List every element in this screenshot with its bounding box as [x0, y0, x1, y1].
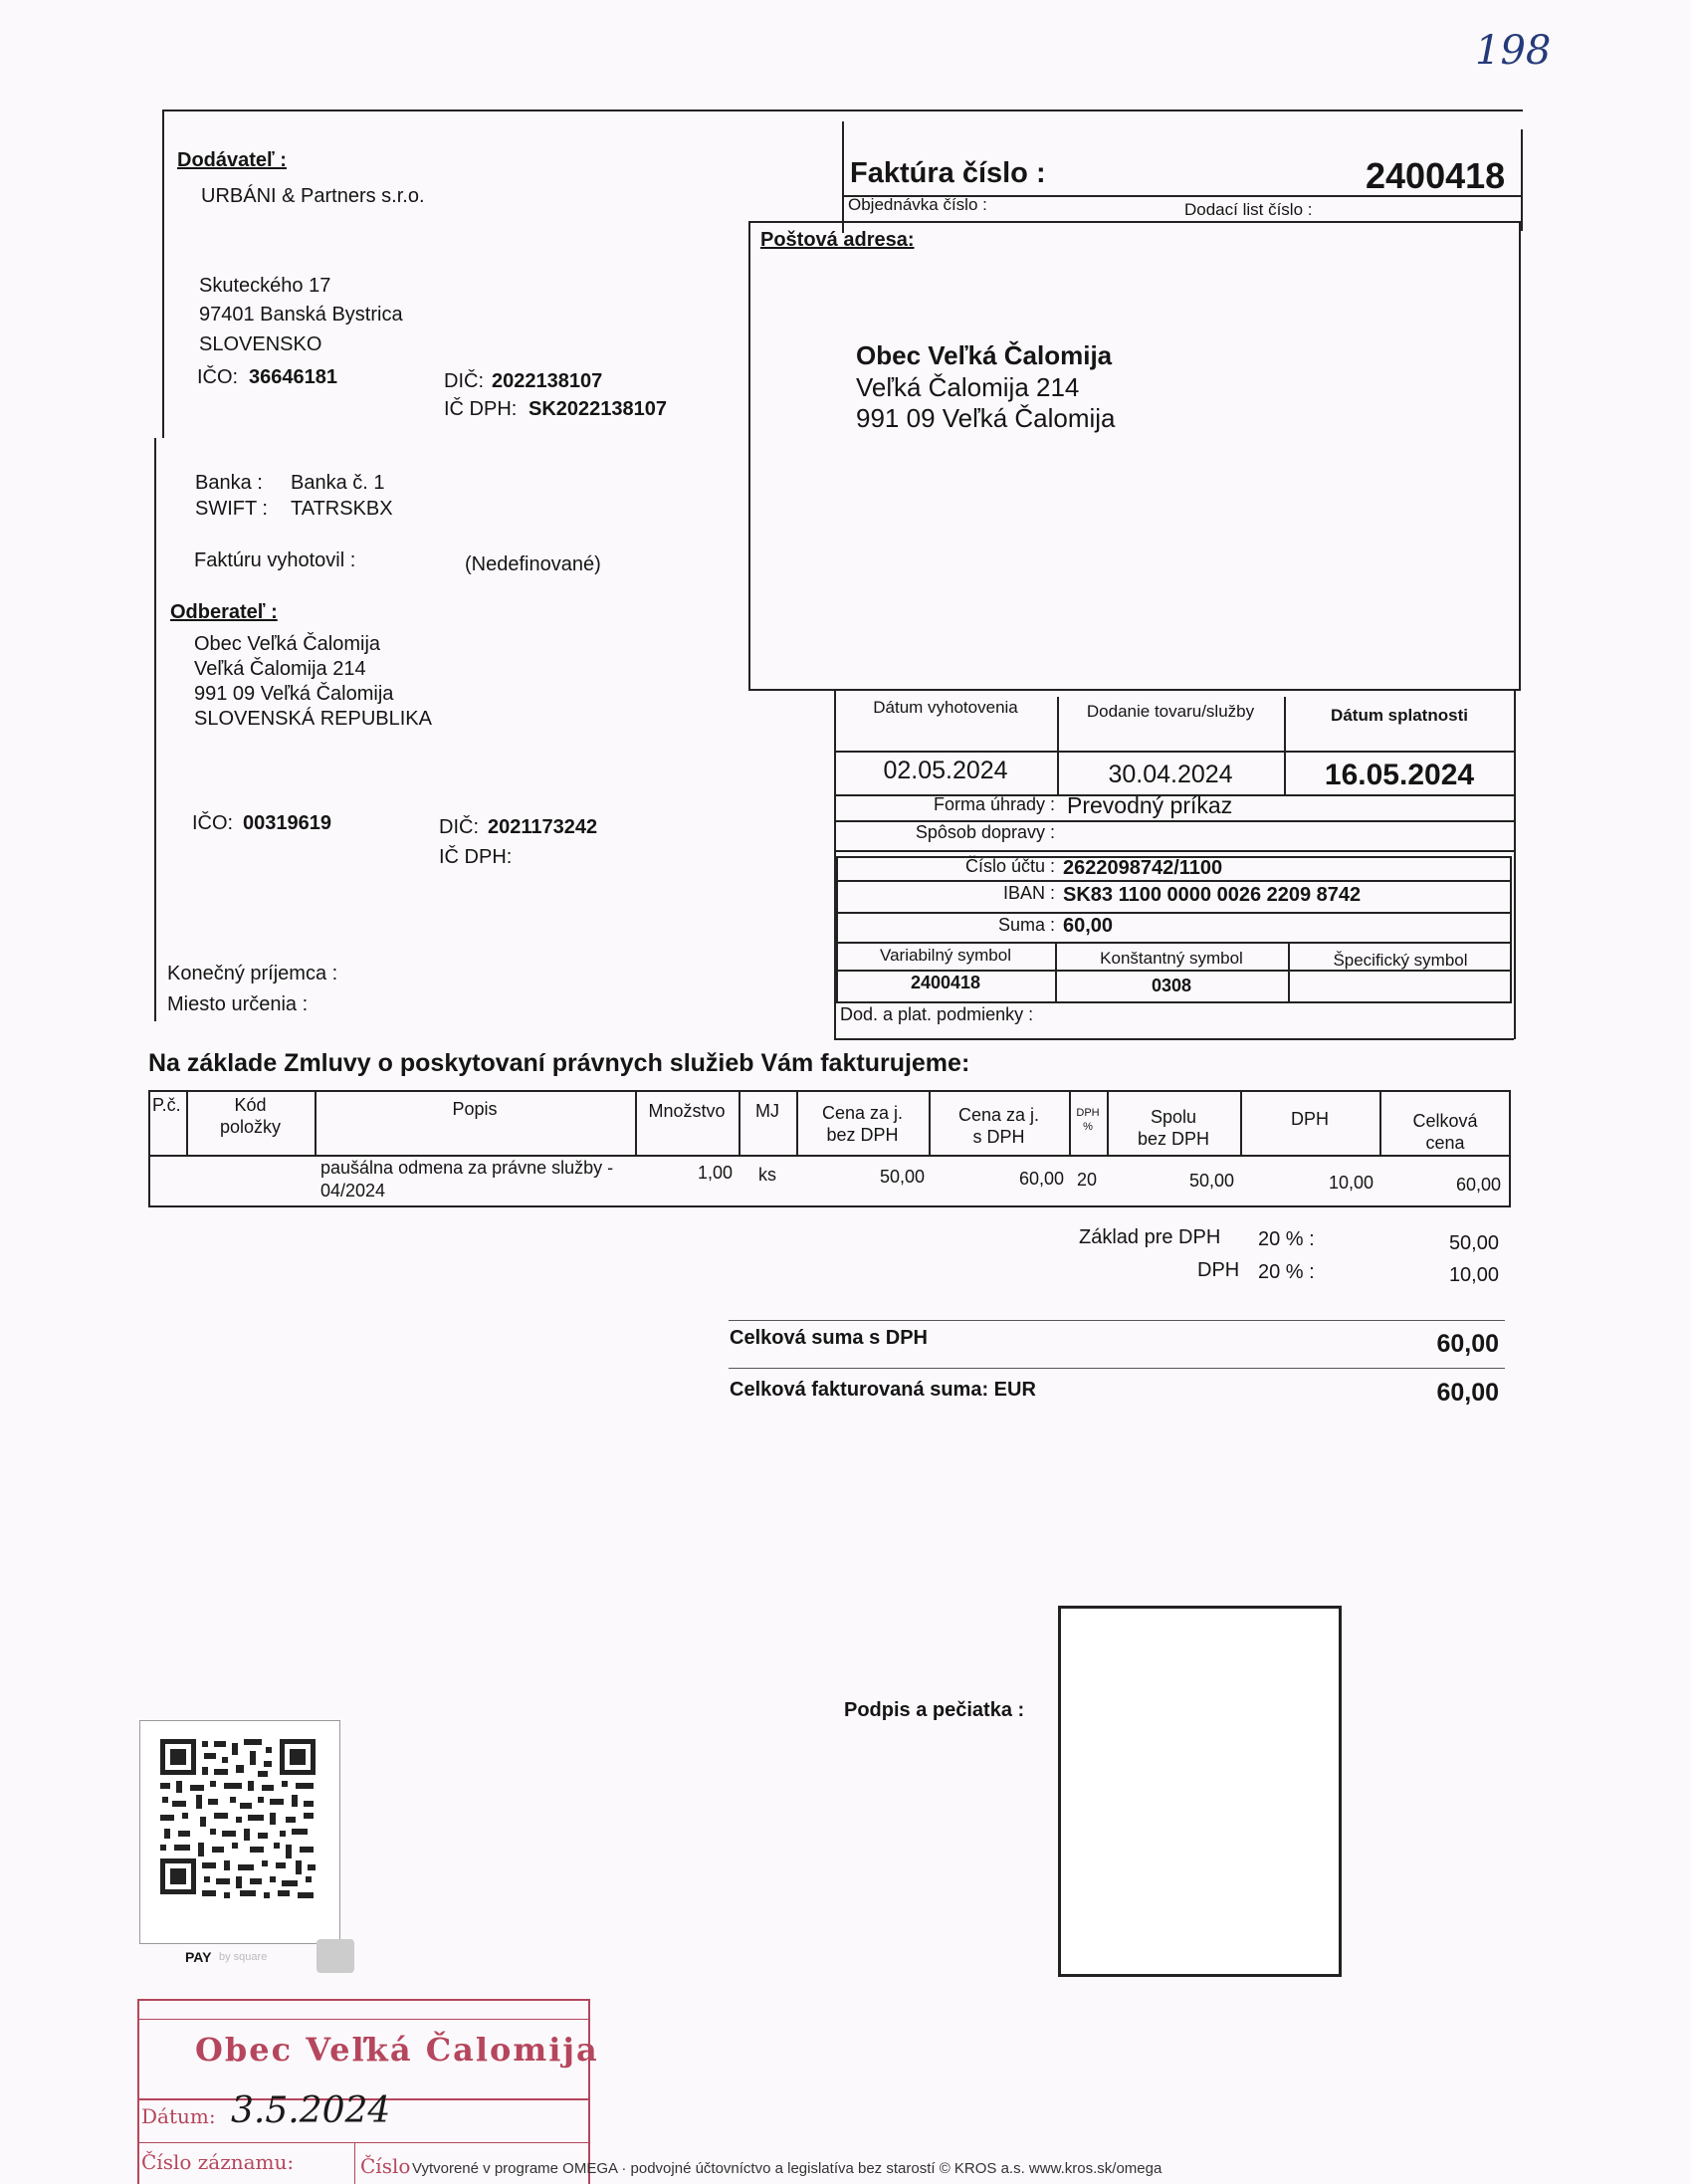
header-code-2: položky — [219, 1117, 282, 1137]
header-qty: Množstvo — [648, 1101, 726, 1121]
bank-name: Banka č. 1 — [291, 472, 385, 494]
order-number-label: Objednávka číslo : — [848, 195, 987, 214]
payment-bottom — [834, 1038, 1514, 1040]
item-rate: 20 — [1077, 1170, 1098, 1190]
payment-form-label: Forma úhrady : — [933, 794, 1055, 814]
iban-label: IBAN : — [1002, 883, 1055, 903]
totals-rule-1 — [729, 1320, 1505, 1321]
header-unit-gross-2: s DPH — [972, 1127, 1025, 1147]
supplier-icdph-label: IČ DPH: — [444, 398, 518, 420]
header-rate-2: % — [1083, 1121, 1093, 1133]
vs-label: Variabilný symbol — [880, 946, 1011, 965]
item-mj: ks — [758, 1165, 776, 1185]
postal-city: 991 09 Veľká Čalomija — [856, 403, 1116, 433]
pay-label: PAY — [185, 1949, 212, 1965]
stamp-date-label: Dátum: — [141, 2104, 216, 2128]
item-vat: 10,00 — [1328, 1173, 1374, 1193]
supplier-country: SLOVENSKO — [199, 333, 322, 355]
qr-code — [140, 1721, 339, 1943]
header-rate-1: DPH — [1076, 1107, 1100, 1119]
item-qty: 1,00 — [697, 1163, 733, 1183]
stamp-line-top — [139, 2019, 588, 2020]
frame-top — [162, 109, 1523, 111]
item-desc-2: 04/2024 — [320, 1181, 386, 1201]
signature-box — [1058, 1606, 1342, 1977]
customer-icdph-label: IČ DPH: — [439, 846, 513, 868]
col-div-3 — [635, 1090, 637, 1155]
customer-ico: 00319619 — [243, 812, 331, 834]
issue-date-label: Dátum vyhotovenia — [873, 698, 1018, 717]
dates-header-line — [834, 751, 1514, 753]
item-unit-net: 50,00 — [879, 1167, 925, 1187]
item-net: 50,00 — [1188, 1171, 1234, 1191]
header-vat: DPH — [1290, 1109, 1329, 1129]
account-number: 2622098742/1100 — [1063, 857, 1223, 879]
stamp-divider — [354, 2142, 355, 2184]
item-total: 60,00 — [1455, 1175, 1501, 1195]
customer-street: Veľká Čalomija 214 — [194, 658, 366, 680]
bank-line-1 — [836, 880, 1512, 882]
issued-by-value: (Nedefinované) — [465, 553, 601, 575]
item-unit-gross: 60,00 — [1018, 1169, 1064, 1189]
customer-name: Obec Veľká Čalomija — [194, 633, 381, 655]
bank-label: Banka : — [195, 472, 263, 494]
frame-right — [1521, 129, 1523, 231]
total-with-vat-label: Celková suma s DPH — [730, 1327, 928, 1349]
payment-form: Prevodný príkaz — [1067, 792, 1233, 818]
header-total-1: Celková — [1412, 1111, 1478, 1131]
payment-block-right — [1514, 691, 1516, 1039]
customer-label: Odberateľ : — [170, 601, 278, 623]
supplier-city: 97401 Banská Bystrica — [199, 304, 403, 326]
vat-base-rate: 20 % : — [1258, 1228, 1315, 1250]
supplier-icdph: SK2022138107 — [528, 398, 668, 420]
header-pc: P.č. — [152, 1095, 181, 1115]
postal-street: Veľká Čalomija 214 — [856, 372, 1080, 402]
ss-label: Špecifický symbol — [1333, 951, 1468, 970]
frame-left-lower — [154, 438, 156, 1021]
supplier-dic-label: DIČ: — [444, 370, 484, 392]
supplier-name: URBÁNI & Partners s.r.o. — [201, 185, 425, 207]
invoice-box-left — [842, 121, 844, 233]
invoiced-total: 60,00 — [1436, 1379, 1499, 1407]
frame-left-upper — [162, 109, 164, 438]
supplier-dic: 2022138107 — [492, 370, 603, 392]
postal-label: Poštová adresa: — [760, 229, 915, 251]
ks-label: Konštantný symbol — [1100, 949, 1243, 968]
bank-line-2 — [836, 912, 1512, 914]
customer-country: SLOVENSKÁ REPUBLIKA — [194, 708, 432, 730]
header-desc: Popis — [452, 1099, 498, 1119]
footer-note: Vytvorené v programe OMEGA · podvojné účtovníctvo a legislatíva bez starostí © KROS a.s. www.kros.sk/omega — [412, 2160, 1163, 2177]
stamp-date-value: 3.5.2024 — [231, 2090, 391, 2131]
customer-dic: 2021173242 — [488, 816, 598, 838]
vat-value: 10,00 — [1448, 1264, 1499, 1286]
vs-value: 2400418 — [910, 973, 981, 992]
swift-label: SWIFT : — [195, 498, 268, 520]
stamp-title: Obec Veľká Čalomija — [195, 2031, 599, 2069]
payment-line-3 — [834, 850, 1514, 852]
header-net-1: Spolu — [1150, 1107, 1197, 1127]
invoice-number: 2400418 — [1366, 155, 1506, 196]
conditions-label: Dod. a plat. podmienky : — [840, 1004, 1034, 1024]
symbols-line — [838, 970, 1512, 972]
destination-label: Miesto určenia : — [167, 993, 309, 1015]
issued-by-label: Faktúru vyhotovil : — [194, 549, 356, 571]
bank-line-3 — [836, 942, 1512, 944]
header-total-2: cena — [1425, 1133, 1465, 1153]
header-unit-net-1: Cena za j. — [821, 1103, 904, 1123]
page-number: 198 — [1475, 28, 1552, 74]
due-date-label: Dátum splatnosti — [1331, 706, 1468, 725]
vat-base-label: Základ pre DPH — [1079, 1226, 1221, 1248]
header-unit-net-2: bez DPH — [826, 1125, 899, 1145]
header-net-2: bez DPH — [1137, 1129, 1210, 1149]
transport-label: Spôsob dopravy : — [915, 822, 1055, 842]
delivery-note-label: Dodací list číslo : — [1184, 200, 1313, 219]
supplier-street: Skuteckého 17 — [199, 275, 331, 297]
vat-base-value: 50,00 — [1448, 1232, 1499, 1254]
customer-dic-label: DIČ: — [439, 816, 479, 838]
final-recipient-label: Konečný príjemca : — [167, 963, 338, 984]
account-label: Číslo účtu : — [964, 856, 1055, 876]
stamp-line-bottom — [139, 2142, 588, 2143]
header-unit-gross-1: Cena za j. — [957, 1105, 1040, 1125]
total-with-vat: 60,00 — [1436, 1330, 1499, 1358]
pay-by-square-logo — [317, 1939, 354, 1973]
stamp-record-label-2: Číslo — [360, 2154, 411, 2178]
invoiced-total-label: Celková fakturovaná suma: EUR — [730, 1379, 1036, 1401]
customer-city: 991 09 Veľká Čalomija — [194, 683, 394, 705]
iban-value: SK83 1100 0000 0026 2209 8742 — [1063, 884, 1362, 906]
sum-label: Suma : — [997, 915, 1055, 935]
supplier-label: Dodávateľ : — [177, 149, 287, 171]
postal-name: Obec Veľká Čalomija — [856, 340, 1113, 370]
supplier-ico: 36646181 — [249, 366, 337, 388]
pay-label-faint: by square — [219, 1951, 268, 1963]
postal-address-box — [748, 221, 1521, 691]
due-date: 16.05.2024 — [1324, 759, 1475, 791]
col-div-4 — [739, 1090, 740, 1155]
vat-label: DPH — [1197, 1259, 1240, 1281]
issue-date: 02.05.2024 — [883, 757, 1008, 784]
header-mj: MJ — [755, 1101, 779, 1121]
supplier-ico-label: IČO: — [197, 366, 239, 388]
item-desc-1: paušálna odmena za právne služby - — [320, 1158, 614, 1178]
ks-value: 0308 — [1151, 976, 1192, 995]
customer-ico-label: IČO: — [192, 812, 234, 834]
totals-rule-2 — [729, 1368, 1505, 1369]
signature-label: Podpis a pečiatka : — [844, 1699, 1025, 1721]
delivery-date-label: Dodanie tovaru/služby — [1086, 702, 1255, 721]
pay-by-square-frame — [139, 1720, 340, 1944]
invoice-title: Faktúra číslo : — [850, 157, 1046, 189]
sum-value: 60,00 — [1063, 915, 1114, 937]
header-code-1: Kód — [234, 1095, 267, 1115]
items-header-line — [148, 1155, 1511, 1157]
delivery-date: 30.04.2024 — [1108, 761, 1233, 788]
stamp-record-label: Číslo záznamu: — [141, 2150, 295, 2174]
items-heading: Na základe Zmluvy o poskytovaní právnych služieb Vám fakturujeme: — [148, 1049, 970, 1077]
swift-code: TATRSKBX — [291, 498, 393, 520]
vat-rate: 20 % : — [1258, 1261, 1315, 1283]
